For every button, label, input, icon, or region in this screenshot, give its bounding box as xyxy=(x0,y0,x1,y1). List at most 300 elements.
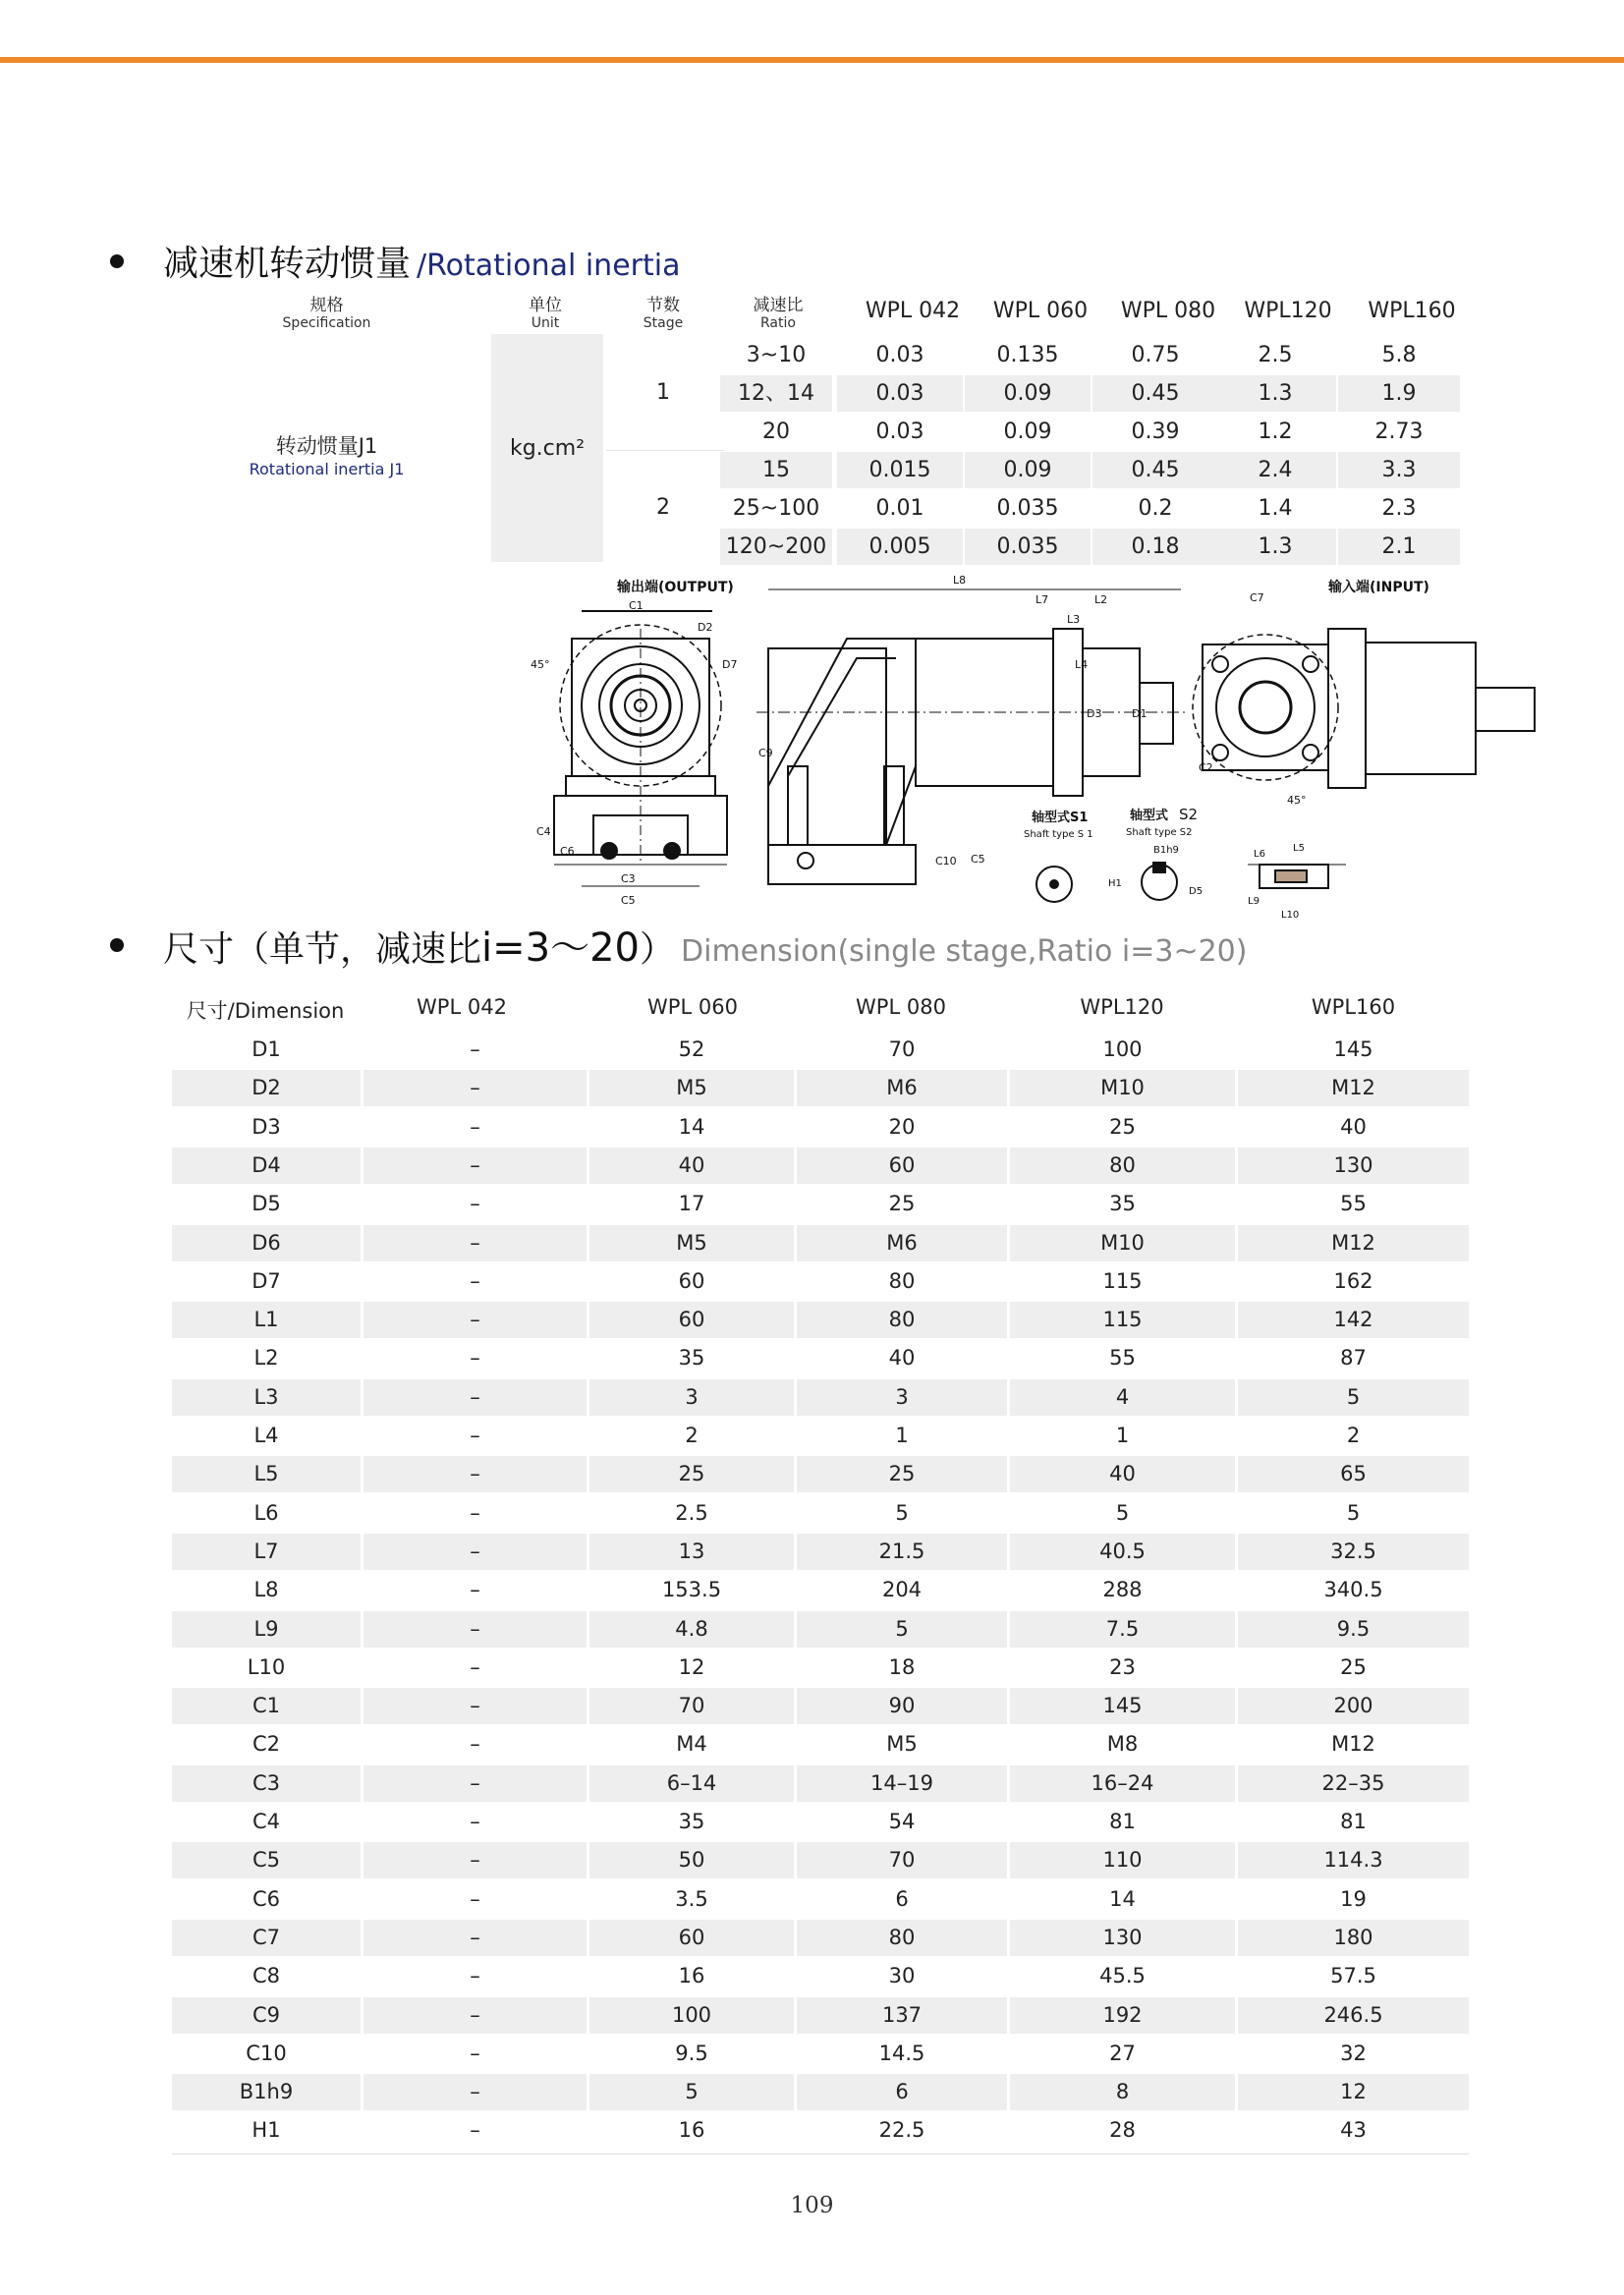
dim-value-cell: – xyxy=(364,1148,587,1184)
dim-row xyxy=(172,1148,1469,1184)
spec-label xyxy=(206,430,447,478)
dim-name-cell: C2 xyxy=(252,1732,281,1757)
dim-value-cell: 1 xyxy=(895,1424,909,1447)
svg-text:L8: L8 xyxy=(953,574,967,587)
dim-name-cell: L3 xyxy=(172,1379,361,1416)
dim-row xyxy=(172,2112,1469,2149)
dim-value-cell: M5 xyxy=(589,1070,794,1106)
svg-text:C1: C1 xyxy=(629,599,644,612)
inertia-cell: 0.09 xyxy=(1003,420,1052,444)
svg-text:C5: C5 xyxy=(971,853,985,866)
dim-value-cell: 81 xyxy=(1109,1810,1136,1833)
svg-text:C2: C2 xyxy=(1199,761,1213,774)
inertia-cell: 0.035 xyxy=(965,529,1091,565)
bullet-icon xyxy=(110,938,124,952)
dim-row xyxy=(172,1881,1469,1918)
inertia-cell: 0.2 xyxy=(1138,496,1173,521)
dim-value-cell: 130 xyxy=(1238,1148,1469,1184)
dim-value-cell: 55 xyxy=(1340,1192,1367,1216)
inertia-cell: 3~10 xyxy=(746,343,807,367)
inertia-cell: 0.015 xyxy=(837,452,963,488)
dim-value-cell: – xyxy=(470,1268,480,1293)
inertia-cell: 0.18 xyxy=(1092,529,1218,565)
table-bottom-rule xyxy=(172,2154,1469,2155)
dim-row xyxy=(172,1842,1469,1878)
inertia-cell: 0.39 xyxy=(1131,420,1180,444)
dim-value-cell: 54 xyxy=(888,1810,916,1833)
stage-divider xyxy=(606,450,724,451)
dim-value-cell: 4.8 xyxy=(589,1611,794,1648)
dim-model-header: WPL 042 xyxy=(417,995,507,1019)
inertia-cell: 2.73 xyxy=(1374,420,1424,444)
dim-name-cell: D1 xyxy=(252,1037,281,1061)
dim-name-cell: L5 xyxy=(172,1456,361,1492)
dim-name-cell: L8 xyxy=(253,1578,279,1602)
dim-value-cell: 40 xyxy=(589,1148,794,1184)
dim-value-cell: 32 xyxy=(1340,2041,1367,2065)
inertia-cell: 1.9 xyxy=(1338,375,1460,412)
dim-value-cell: 13 xyxy=(589,1534,794,1570)
gearbox-drawing xyxy=(511,570,1572,938)
dim-value-cell: M10 xyxy=(1010,1225,1235,1261)
dim-value-cell: 162 xyxy=(1333,1268,1373,1293)
dim-model-header: WPL 080 xyxy=(856,995,946,1019)
dim-row xyxy=(172,1611,1469,1648)
dim-row xyxy=(172,1302,1469,1338)
dim-value-cell: 55 xyxy=(1109,1346,1136,1371)
inertia-cell: 1.2 xyxy=(1258,420,1293,444)
dim-name-cell: D6 xyxy=(172,1225,361,1261)
header-unit: 单位 Unit xyxy=(529,296,562,331)
dim-value-cell: – xyxy=(470,2041,480,2065)
dim-row xyxy=(172,1688,1469,1724)
dim-value-cell: M12 xyxy=(1331,1732,1375,1757)
dim-value-cell: – xyxy=(470,1424,480,1447)
inertia-cell: 2.4 xyxy=(1214,452,1336,488)
title-cn: 减速机转动惯量 xyxy=(163,244,412,284)
dim-value-cell: 114.3 xyxy=(1238,1842,1469,1878)
header-stage: 节数 Stage xyxy=(643,296,684,331)
dim-value-cell: 25 xyxy=(797,1456,1007,1492)
dim-value-cell: 5 xyxy=(797,1611,1007,1648)
dim-value-cell: 12 xyxy=(678,1654,705,1679)
inertia-cell: 0.09 xyxy=(965,452,1091,488)
dim-value-cell: 45.5 xyxy=(1099,1964,1146,1988)
dim-value-cell: 5 xyxy=(589,2074,794,2110)
dim-value-cell: – xyxy=(364,1456,587,1492)
output-front-view xyxy=(531,579,737,907)
svg-text:轴型式: 轴型式 xyxy=(1130,809,1169,823)
dim-value-cell: 4 xyxy=(1010,1379,1235,1416)
dim-row xyxy=(172,1340,1469,1376)
dim-value-cell: 17 xyxy=(678,1192,705,1216)
svg-text:Shaft type S2: Shaft type S2 xyxy=(1126,827,1193,838)
dim-value-cell: 14 xyxy=(1109,1886,1136,1911)
dim-row xyxy=(172,1109,1469,1146)
dim-name-cell: L2 xyxy=(253,1346,279,1371)
inertia-cell: 0.135 xyxy=(996,343,1059,367)
dim-row xyxy=(172,1572,1469,1608)
dim-row xyxy=(172,1186,1469,1222)
svg-text:轴型式S1: 轴型式S1 xyxy=(1032,811,1089,825)
dim-value-cell: 52 xyxy=(678,1037,705,1061)
dim-value-cell: – xyxy=(470,2118,480,2143)
inertia-cell: 2.1 xyxy=(1338,529,1460,565)
svg-text:L3: L3 xyxy=(1067,613,1081,626)
section-title-inertia xyxy=(110,236,680,286)
dim-value-cell: 80 xyxy=(1010,1148,1235,1184)
inertia-cell: 1.3 xyxy=(1214,529,1336,565)
dim-value-cell: 35 xyxy=(678,1810,705,1833)
dim-value-cell: 60 xyxy=(797,1148,1007,1184)
header-spec: 规格 Specification xyxy=(282,296,371,331)
dim-model-header: WPL160 xyxy=(1311,995,1396,1019)
dim-value-cell: M12 xyxy=(1238,1225,1469,1261)
inertia-cell: 0.035 xyxy=(996,496,1059,521)
dim-row xyxy=(172,1495,1469,1532)
dim-row xyxy=(172,1263,1469,1300)
dim-value-cell: 30 xyxy=(888,1964,916,1988)
inertia-cell: 15 xyxy=(720,452,832,488)
dim-value-cell: – xyxy=(470,1578,480,1602)
inertia-cell: 0.03 xyxy=(875,420,924,444)
dim-value-cell: 40.5 xyxy=(1010,1534,1235,1570)
svg-text:D3: D3 xyxy=(1087,707,1102,720)
inertia-model-header: WPL120 xyxy=(1244,299,1332,323)
dim-value-cell: 16 xyxy=(678,1964,705,1988)
dim-value-cell: 8 xyxy=(1010,2074,1235,2110)
svg-text:C5: C5 xyxy=(621,894,636,907)
dim-name-cell: D5 xyxy=(252,1192,281,1216)
dim-value-cell: M10 xyxy=(1010,1070,1235,1106)
dim-name-cell: C6 xyxy=(252,1886,281,1911)
dim-header-label: 尺寸/Dimension xyxy=(186,999,345,1023)
dim-row xyxy=(172,1920,1469,1956)
dim-value-cell: 137 xyxy=(797,1997,1007,2034)
title-ratio: i=3～20 xyxy=(481,925,640,971)
svg-text:L2: L2 xyxy=(1094,593,1108,606)
svg-text:45°: 45° xyxy=(531,658,550,671)
dim-value-cell: 60 xyxy=(678,1268,705,1293)
svg-text:C7: C7 xyxy=(1250,591,1264,604)
svg-text:L4: L4 xyxy=(1075,658,1089,671)
dim-value-cell: 90 xyxy=(797,1688,1007,1724)
dim-model-header: WPL 060 xyxy=(647,995,738,1019)
dim-value-cell: – xyxy=(364,1379,587,1416)
svg-text:Shaft type S 1: Shaft type S 1 xyxy=(1024,829,1093,840)
dim-row xyxy=(172,1070,1469,1106)
dim-value-cell: – xyxy=(364,1920,587,1956)
dim-value-cell: 81 xyxy=(1340,1810,1367,1833)
title-close: ） xyxy=(640,929,676,970)
dim-value-cell: 2.5 xyxy=(675,1500,708,1525)
inertia-cell: 1.4 xyxy=(1258,496,1293,521)
input-front-view xyxy=(1193,579,1535,807)
dim-value-cell: 40 xyxy=(1010,1456,1235,1492)
svg-text:C10: C10 xyxy=(935,855,957,868)
svg-text:L5: L5 xyxy=(1293,843,1305,854)
inertia-cell: 5.8 xyxy=(1381,343,1417,367)
dim-value-cell: 7.5 xyxy=(1010,1611,1235,1648)
header-ratio: 减速比 Ratio xyxy=(753,296,804,331)
dim-value-cell: 142 xyxy=(1238,1302,1469,1338)
dim-value-cell: 6 xyxy=(895,1886,909,1911)
svg-text:L9: L9 xyxy=(1248,896,1260,907)
page-number: 109 xyxy=(790,2193,834,2218)
dim-value-cell: 22–35 xyxy=(1238,1765,1469,1802)
inertia-cell: 0.03 xyxy=(837,375,963,412)
dim-row xyxy=(172,1418,1469,1454)
dim-row xyxy=(172,2036,1469,2072)
dim-value-cell: 3 xyxy=(589,1379,794,1416)
dim-value-cell: 28 xyxy=(1109,2118,1136,2143)
dim-model-header: WPL120 xyxy=(1080,995,1164,1019)
dim-value-cell: 21.5 xyxy=(797,1534,1007,1570)
dim-value-cell: 35 xyxy=(1109,1192,1136,1216)
inertia-cell: 12、14 xyxy=(720,375,832,412)
dim-value-cell: 145 xyxy=(1010,1688,1235,1724)
dim-value-cell: – xyxy=(470,1654,480,1679)
dim-value-cell: – xyxy=(364,1688,587,1724)
inertia-model-header: WPL160 xyxy=(1368,299,1456,323)
dim-value-cell: 57.5 xyxy=(1330,1964,1376,1988)
dim-value-cell: 204 xyxy=(881,1578,923,1602)
dim-value-cell: – xyxy=(470,1037,480,1061)
dim-value-cell: – xyxy=(364,1842,587,1878)
svg-text:L6: L6 xyxy=(1254,849,1265,860)
svg-text:L7: L7 xyxy=(1036,593,1049,606)
dim-value-cell: 288 xyxy=(1102,1578,1143,1602)
dim-value-cell: 27 xyxy=(1109,2041,1136,2065)
dim-value-cell: 35 xyxy=(678,1346,705,1371)
inertia-cell: 0.75 xyxy=(1131,343,1180,367)
dim-value-cell: 14.5 xyxy=(878,2041,925,2065)
inertia-cell: 2.5 xyxy=(1258,343,1293,367)
dim-value-cell: 192 xyxy=(1010,1997,1235,2034)
dim-value-cell: 100 xyxy=(1102,1037,1143,1061)
title-en: /Rotational inertia xyxy=(417,249,681,283)
dim-row xyxy=(172,2074,1469,2110)
dim-name-cell: D3 xyxy=(252,1114,281,1139)
svg-text:C4: C4 xyxy=(536,825,551,838)
dim-name-cell: C5 xyxy=(172,1842,361,1878)
dim-value-cell: 65 xyxy=(1238,1456,1469,1492)
dim-name-cell: C9 xyxy=(172,1997,361,2034)
input-label: 输入端(INPUT) xyxy=(1328,580,1429,595)
dim-value-cell: 180 xyxy=(1238,1920,1469,1956)
dim-value-cell: – xyxy=(364,1302,587,1338)
dim-row xyxy=(172,1032,1469,1068)
dim-row xyxy=(172,1456,1469,1492)
dim-value-cell: 200 xyxy=(1238,1688,1469,1724)
dim-name-cell: C1 xyxy=(172,1688,361,1724)
inertia-model-header: WPL 080 xyxy=(1120,299,1216,323)
inertia-cell: 0.09 xyxy=(965,375,1091,412)
dim-value-cell: 70 xyxy=(797,1842,1007,1878)
dim-row xyxy=(172,1534,1469,1570)
dim-name-cell: L6 xyxy=(253,1500,279,1525)
dim-value-cell: 110 xyxy=(1010,1842,1235,1878)
dim-row xyxy=(172,1225,1469,1261)
dim-name-cell: L1 xyxy=(172,1302,361,1338)
title-en: Dimension(single stage,Ratio i=3~20) xyxy=(681,934,1248,969)
dim-value-cell: – xyxy=(470,1810,480,1833)
spec-en: Rotational inertia J1 xyxy=(249,460,405,478)
dim-row xyxy=(172,1765,1469,1802)
dim-value-cell: 80 xyxy=(888,1268,916,1293)
dim-name-cell: C3 xyxy=(172,1765,361,1802)
section-title-dimension xyxy=(110,917,1247,973)
svg-text:45°: 45° xyxy=(1287,794,1307,807)
dim-value-cell: 80 xyxy=(797,1920,1007,1956)
dim-name-cell: H1 xyxy=(252,2118,281,2143)
dim-value-cell: M6 xyxy=(797,1225,1007,1261)
dim-row xyxy=(172,1379,1469,1416)
dim-value-cell: 25 xyxy=(1340,1654,1367,1679)
dim-name-cell: L10 xyxy=(247,1654,286,1679)
top-accent-bar xyxy=(0,57,1624,63)
dim-value-cell: M5 xyxy=(886,1732,918,1757)
svg-text:D2: D2 xyxy=(698,621,713,634)
dim-value-cell: 2 xyxy=(685,1424,699,1447)
dim-value-cell: 5 xyxy=(895,1500,909,1525)
inertia-model-header: WPL 060 xyxy=(992,299,1089,323)
dim-value-cell: 9.5 xyxy=(675,2041,708,2065)
dim-row xyxy=(172,1650,1469,1686)
dim-value-cell: M5 xyxy=(589,1225,794,1261)
dim-value-cell: – xyxy=(364,1611,587,1648)
dim-value-cell: 22.5 xyxy=(878,2118,925,2143)
dim-name-cell: C7 xyxy=(172,1920,361,1956)
dim-value-cell: 115 xyxy=(1010,1302,1235,1338)
inertia-cell: 0.45 xyxy=(1092,375,1218,412)
dim-value-cell: 246.5 xyxy=(1238,1997,1469,2034)
title-cn: 尺寸（单节，减速比 xyxy=(163,929,482,970)
stage-2: 2 xyxy=(656,495,670,520)
inertia-cell: 25~100 xyxy=(732,496,820,521)
inertia-cell: 0.03 xyxy=(875,343,924,367)
dim-value-cell: 12 xyxy=(1238,2074,1469,2110)
dim-value-cell: – xyxy=(364,1070,587,1106)
inertia-cell: 20 xyxy=(762,420,790,444)
dim-value-cell: 9.5 xyxy=(1238,1611,1469,1648)
dim-value-cell: 25 xyxy=(1109,1114,1136,1139)
dim-row xyxy=(172,1997,1469,2034)
dim-name-cell: C10 xyxy=(246,2041,287,2065)
unit-value: kg.cm² xyxy=(509,436,586,461)
dim-value-cell: 145 xyxy=(1333,1037,1373,1061)
dim-name-cell: L4 xyxy=(253,1424,279,1447)
stage-1: 1 xyxy=(656,380,670,405)
output-label: 输出端(OUTPUT) xyxy=(617,580,734,595)
dim-value-cell: 153.5 xyxy=(661,1578,722,1602)
dim-name-cell: C8 xyxy=(252,1964,281,1988)
inertia-cell: 0.005 xyxy=(837,529,963,565)
dim-name-cell: C4 xyxy=(252,1810,281,1833)
dim-value-cell: 32.5 xyxy=(1238,1534,1469,1570)
dim-value-cell: 50 xyxy=(589,1842,794,1878)
dim-value-cell: 70 xyxy=(888,1037,916,1061)
svg-text:D5: D5 xyxy=(1189,886,1204,897)
dim-value-cell: – xyxy=(364,1997,587,2034)
dim-row xyxy=(172,1958,1469,1994)
inertia-cell: 1.3 xyxy=(1214,375,1336,412)
spec-cn: 转动惯量J1 xyxy=(275,434,378,458)
dim-name-cell: B1h9 xyxy=(172,2074,361,2110)
dim-value-cell: 1 xyxy=(1115,1424,1130,1447)
dim-name-cell: L7 xyxy=(172,1534,361,1570)
dim-value-cell: – xyxy=(364,1765,587,1802)
dim-value-cell: M4 xyxy=(676,1732,707,1757)
dim-value-cell: M8 xyxy=(1106,1732,1139,1757)
dim-value-cell: 3.5 xyxy=(675,1886,708,1911)
dim-name-cell: D7 xyxy=(252,1268,281,1293)
dim-value-cell: 16 xyxy=(678,2118,705,2143)
dim-value-cell: – xyxy=(470,1732,480,1757)
svg-text:C3: C3 xyxy=(621,872,636,885)
dim-value-cell: 16–24 xyxy=(1010,1765,1235,1802)
dim-value-cell: 14–19 xyxy=(797,1765,1007,1802)
inertia-cell: 120~200 xyxy=(720,529,832,565)
dim-value-cell: 5 xyxy=(1238,1379,1469,1416)
dim-value-cell: 19 xyxy=(1340,1886,1367,1911)
dim-value-cell: 60 xyxy=(589,1920,794,1956)
svg-text:C6: C6 xyxy=(560,845,575,858)
shaft-types xyxy=(1024,806,1346,921)
dim-value-cell: – xyxy=(470,1114,480,1139)
dim-value-cell: 70 xyxy=(589,1688,794,1724)
dim-name-cell: L9 xyxy=(172,1611,361,1648)
dim-value-cell: 115 xyxy=(1102,1268,1143,1293)
dim-value-cell: – xyxy=(364,1225,587,1261)
dim-value-cell: – xyxy=(470,1500,480,1525)
svg-text:S2: S2 xyxy=(1179,806,1199,823)
bullet-icon xyxy=(110,254,124,268)
dim-value-cell: 80 xyxy=(797,1302,1007,1338)
dim-value-cell: 5 xyxy=(1346,1500,1361,1525)
dim-value-cell: 14 xyxy=(678,1114,705,1139)
dim-row xyxy=(172,1804,1469,1840)
dim-value-cell: 40 xyxy=(1340,1114,1367,1139)
dim-value-cell: – xyxy=(470,1346,480,1371)
dim-value-cell: 23 xyxy=(1109,1654,1136,1679)
dim-value-cell: 60 xyxy=(589,1302,794,1338)
dim-name-cell: D2 xyxy=(172,1070,361,1106)
dim-value-cell: 43 xyxy=(1340,2118,1367,2143)
dim-value-cell: – xyxy=(470,1964,480,1988)
dim-value-cell: 20 xyxy=(888,1114,916,1139)
dim-value-cell: 87 xyxy=(1340,1346,1367,1371)
dim-value-cell: 40 xyxy=(888,1346,916,1371)
inertia-cell: 0.45 xyxy=(1092,452,1218,488)
dim-value-cell: 2 xyxy=(1346,1424,1361,1447)
dim-value-cell: 340.5 xyxy=(1323,1578,1383,1602)
inertia-cell: 0.01 xyxy=(875,496,924,521)
dim-value-cell: – xyxy=(470,1886,480,1911)
dim-value-cell: 5 xyxy=(1115,1500,1130,1525)
dim-row xyxy=(172,1726,1469,1763)
dim-value-cell: – xyxy=(364,2074,587,2110)
svg-text:L10: L10 xyxy=(1281,910,1300,921)
svg-text:H1: H1 xyxy=(1108,878,1122,889)
dim-value-cell: M12 xyxy=(1238,1070,1469,1106)
dim-value-cell: 6 xyxy=(797,2074,1007,2110)
dim-value-cell: 3 xyxy=(797,1379,1007,1416)
dim-value-cell: 100 xyxy=(589,1997,794,2034)
dim-name-cell: D4 xyxy=(172,1148,361,1184)
dim-value-cell: 130 xyxy=(1010,1920,1235,1956)
svg-text:D1: D1 xyxy=(1132,707,1148,720)
